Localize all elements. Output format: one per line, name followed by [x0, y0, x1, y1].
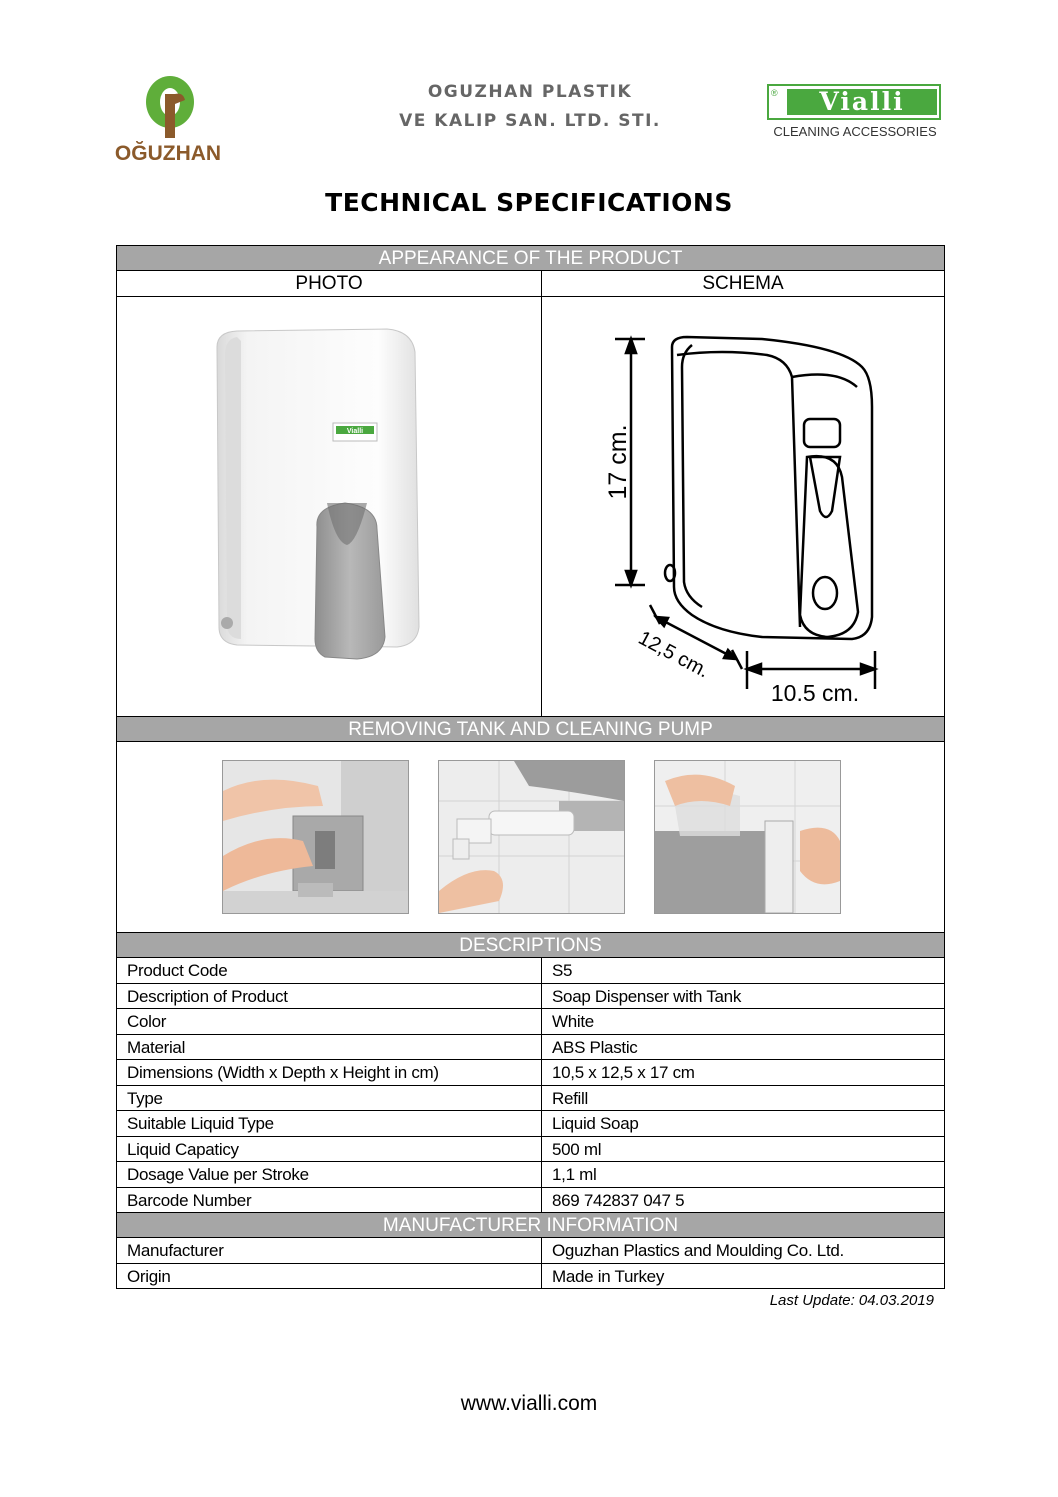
row-key: Liquid Capaticy [117, 1137, 542, 1162]
company-line-1: OGUZHAN PLASTIK [427, 82, 633, 102]
table-row [117, 1086, 944, 1112]
spec-table [116, 245, 945, 1289]
row-key: Suitable Liquid Type [117, 1111, 542, 1136]
row-key: Material [117, 1035, 542, 1060]
table-row [117, 984, 944, 1010]
row-value: White [552, 1012, 594, 1031]
table-row [117, 958, 944, 984]
row-value: 869 742837 047 5 [552, 1190, 685, 1210]
section-removing: REMOVING TANK AND CLEANING PUMP [117, 717, 944, 742]
vialli-logo-brand: Vialli [787, 89, 937, 115]
oguzhan-logo [104, 72, 228, 172]
row-key: Origin [117, 1264, 542, 1289]
vialli-logo-frame [767, 84, 941, 120]
table-row [117, 1264, 944, 1289]
vialli-logo-tagline: CLEANING ACCESSORIES [773, 124, 937, 139]
row-value: Oguzhan Plastics and Moulding Co. Ltd. [552, 1241, 844, 1260]
website-link[interactable]: www.vialli.com [460, 1392, 598, 1415]
removing-steps [117, 742, 944, 933]
vialli-logo [763, 82, 947, 144]
row-key: Manufacturer [117, 1238, 542, 1263]
table-row [117, 1009, 944, 1035]
row-key: Type [117, 1086, 542, 1111]
row-value: 10,5 x 12,5 x 17 cm [552, 1063, 695, 1082]
row-key: Description of Product [117, 984, 542, 1009]
table-row [117, 1060, 944, 1086]
table-row [117, 1162, 944, 1188]
row-value: S5 [552, 961, 573, 980]
table-row [117, 1137, 944, 1163]
table-row [117, 1188, 944, 1214]
manufacturer-rows [117, 1238, 944, 1288]
row-value: ABS Plastic [552, 1037, 638, 1057]
page-title: TECHNICAL SPECIFICATIONS [325, 188, 733, 217]
company-line-2: VE KALIP SAN. LTD. STI. [399, 111, 661, 131]
step-photo-3 [654, 760, 841, 914]
section-descriptions: DESCRIPTIONS [117, 933, 944, 958]
schema-drawing [542, 297, 944, 716]
company-name [380, 78, 680, 136]
product-photo-cell [117, 297, 542, 716]
schema-cell [542, 297, 944, 716]
appearance-images [117, 297, 944, 717]
row-value: Liquid Soap [552, 1114, 639, 1133]
row-value: 1,1 ml [552, 1165, 597, 1184]
table-row [117, 1238, 944, 1264]
schema-depth-label: 12,5 cm. [634, 626, 713, 683]
row-value: Made in Turkey [552, 1266, 665, 1286]
row-key: Barcode Number [117, 1188, 542, 1213]
row-key: Dimensions (Width x Depth x Height in cm) [117, 1060, 542, 1085]
schema-header: SCHEMA [702, 273, 784, 294]
photo-header: PHOTO [117, 271, 542, 296]
table-row [117, 1111, 944, 1137]
step-photo-1 [222, 760, 409, 914]
row-value: Refill [552, 1088, 588, 1108]
product-photo [207, 327, 447, 667]
section-manufacturer: MANUFACTURER INFORMATION [117, 1213, 944, 1238]
registered-icon: ® [771, 88, 778, 98]
table-row [117, 1035, 944, 1061]
last-update: Last Update: 04.03.2019 [769, 1292, 934, 1309]
step-photo-2 [438, 760, 625, 914]
row-value: Soap Dispenser with Tank [552, 986, 742, 1006]
appearance-column-headers [117, 271, 944, 297]
schema-width-label: 10.5 cm. [770, 680, 860, 706]
row-value: 500 ml [552, 1139, 602, 1159]
descriptions-rows [117, 958, 944, 1213]
section-appearance: APPEARANCE OF THE PRODUCT [117, 246, 944, 271]
photo-badge-text: Vialli [346, 428, 364, 435]
row-key: Product Code [117, 958, 542, 983]
row-key: Dosage Value per Stroke [117, 1162, 542, 1187]
schema-height-label: 17 cm. [604, 424, 632, 500]
oguzhan-logo-text: OĞUZHAN [114, 142, 222, 165]
row-key: Color [117, 1009, 542, 1034]
